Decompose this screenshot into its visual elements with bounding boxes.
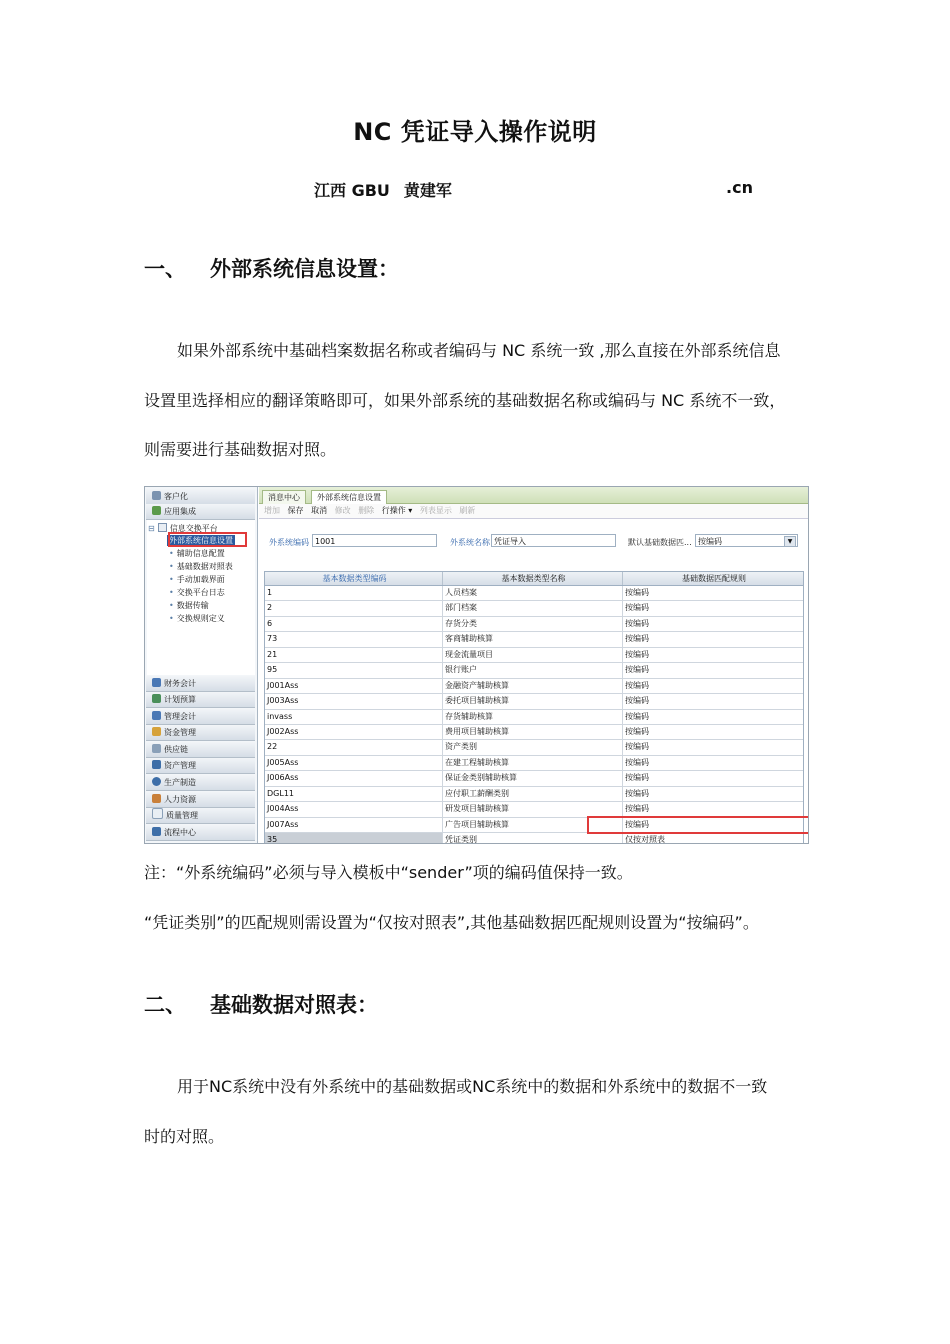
table-row[interactable] [265, 601, 803, 616]
finance-icon [152, 678, 161, 687]
cancel-button[interactable]: 取消 [311, 506, 328, 515]
cell-name[interactable]: 客商辅助核算 [443, 632, 623, 646]
note-line1: 注：“外系统编码”必须与导入模板中“sender”项的编码值保持一致。 [144, 863, 633, 882]
table-row[interactable] [265, 679, 803, 694]
cell-code[interactable]: 95 [265, 663, 443, 677]
collapse-icon: ⊟ [148, 524, 155, 533]
cell-name[interactable]: 应付职工薪酬类别 [443, 787, 623, 801]
cell-rule[interactable]: 按编码 [625, 819, 649, 829]
sidebar-item-mgmt-accounting[interactable]: 管理会计 [146, 709, 255, 725]
default-rule-select[interactable]: 按编码 ▼ [695, 534, 798, 547]
nav-tree [147, 520, 255, 675]
cell-rule[interactable]: 按编码 [625, 773, 649, 783]
table-row[interactable] [265, 663, 803, 678]
tree-root[interactable]: ⊟ 信息交换平台 [148, 524, 218, 533]
table-row[interactable] [265, 756, 803, 771]
cell-rule[interactable]: 按编码 [625, 788, 649, 798]
sidebar-item-process[interactable]: 流程中心 [146, 825, 255, 841]
cell-rule[interactable]: 按编码 [625, 634, 649, 644]
manufacturing-icon [152, 777, 161, 786]
cell-rule[interactable]: 仅按对照表 [623, 833, 803, 844]
author-org: 江西 GBU [314, 181, 390, 200]
cell-code[interactable]: J002Ass [265, 725, 443, 739]
table-row[interactable] [265, 586, 803, 601]
refresh-button[interactable]: 刷新 [459, 506, 476, 515]
col-header-rule[interactable]: 基础数据匹配规则 [682, 574, 746, 583]
cell-rule[interactable]: 按编码 [625, 649, 649, 659]
quality-icon [152, 808, 163, 819]
edit-button[interactable]: 修改 [334, 506, 351, 515]
cell-code[interactable]: 6 [265, 617, 443, 631]
table-row[interactable] [265, 787, 803, 802]
sidebar-item-budget[interactable]: 计划预算 [146, 692, 255, 708]
cell-rule[interactable]: 按编码 [625, 726, 649, 736]
supply-chain-icon [152, 744, 161, 753]
cell-code[interactable]: invass [265, 710, 443, 724]
tree-item-exchange-log[interactable]: • 交换平台日志 [169, 588, 225, 597]
tree-item-manual-load[interactable]: • 手动加载界面 [169, 575, 225, 584]
sidebar [145, 487, 258, 843]
tree-item-aux-config[interactable]: • 辅助信息配置 [169, 549, 225, 558]
sidebar-item-customize[interactable]: 客户化 [146, 489, 255, 505]
cell-name[interactable]: 凭证类别 [443, 833, 623, 844]
section1-heading: 外部系统信息设置： [210, 257, 399, 281]
sidebar-item-hr[interactable]: 人力资源 [146, 792, 255, 808]
section2-para-line2: 时的对照。 [144, 1127, 225, 1146]
tab-message-center[interactable]: 消息中心 [262, 490, 306, 504]
author-name: 黄建军 [403, 181, 452, 200]
table-row[interactable] [265, 710, 803, 725]
ext-code-label: 外系统编码 [269, 538, 309, 547]
table-row[interactable] [265, 694, 803, 709]
cell-code[interactable]: 22 [265, 740, 443, 754]
grid-body [265, 586, 803, 844]
cell-code[interactable]: 2 [265, 601, 443, 615]
col-header-code[interactable]: 基本数据类型编码 [265, 572, 443, 585]
main-panel [259, 487, 808, 843]
ext-code-input[interactable]: 1001 [312, 534, 437, 547]
sidebar-item-assets[interactable]: 资产管理 [146, 758, 255, 774]
sidebar-item-finance[interactable]: 财务会计 [146, 676, 255, 692]
budget-icon [152, 694, 161, 703]
table-row[interactable] [265, 632, 803, 647]
cell-rule[interactable]: 按编码 [625, 711, 649, 721]
assets-icon [152, 760, 161, 769]
bullet-icon: • [169, 614, 174, 623]
cell-rule[interactable]: 按编码 [625, 757, 649, 767]
save-button[interactable]: 保存 [287, 506, 304, 515]
cell-name[interactable]: 人员档案 [443, 586, 623, 600]
cell-name[interactable]: 部门档案 [443, 601, 623, 615]
tree-item-data-transfer[interactable]: • 数据传输 [169, 601, 209, 610]
table-row[interactable] [265, 648, 803, 663]
treasury-icon [152, 727, 161, 736]
cell-code[interactable]: J004Ass [265, 802, 443, 816]
cell-rule[interactable]: 按编码 [625, 603, 649, 613]
nc-screenshot [144, 486, 809, 844]
section2-heading: 基础数据对照表： [210, 993, 378, 1017]
tab-bar [259, 487, 808, 504]
section1-para-line1: 如果外部系统中基础档案数据名称或者编码与 NC 系统一致 ,那么直接在外部系统信息 [177, 341, 781, 360]
bullet-icon: • [169, 575, 174, 584]
cell-rule[interactable]: 按编码 [625, 588, 649, 597]
ext-name-label: 外系统名称 [450, 538, 490, 547]
section1-para-line2: 设置里选择相应的翻译策略即可，如果外部系统的基础数据名称或编码与 NC 系统不一致， [144, 391, 786, 410]
cell-rule[interactable]: 按编码 [625, 742, 649, 752]
cell-name[interactable]: 现金流量项目 [443, 648, 623, 662]
section2-number: 二、 [144, 993, 186, 1017]
cell-rule[interactable]: 按编码 [625, 680, 649, 690]
sidebar-item-quality[interactable]: 质量管理 [146, 808, 255, 824]
cell-code[interactable]: 21 [265, 648, 443, 662]
hr-icon [152, 794, 161, 803]
add-button[interactable]: 增加 [264, 506, 280, 515]
grid-icon [152, 491, 161, 500]
list-view-button[interactable]: 列表显示 [419, 506, 452, 515]
table-row[interactable] [265, 617, 803, 632]
table-row[interactable] [265, 771, 803, 786]
cell-name[interactable]: 银行账户 [443, 663, 623, 677]
cell-code[interactable]: 35 [265, 833, 443, 844]
sidebar-item-manufacturing[interactable]: 生产制造 [146, 775, 255, 791]
cell-name[interactable]: 费用项目辅助核算 [443, 725, 623, 739]
cell-name[interactable]: 在建工程辅助核算 [443, 756, 623, 770]
cell-code[interactable]: J006Ass [265, 771, 443, 785]
integration-icon [152, 506, 161, 515]
toolbar [259, 504, 808, 519]
mgmt-accounting-icon [152, 711, 161, 720]
highlight-box-tree [168, 532, 247, 547]
cell-code[interactable]: J005Ass [265, 756, 443, 770]
cell-name[interactable]: 研发项目辅助核算 [443, 802, 623, 816]
sidebar-item-supply-chain[interactable]: 供应链 [146, 742, 255, 758]
table-row[interactable] [265, 725, 803, 740]
bullet-icon: • [169, 549, 174, 558]
cell-rule[interactable]: 按编码 [625, 665, 649, 675]
cell-code[interactable]: 1 [265, 586, 443, 600]
col-header-name[interactable]: 基本数据类型名称 [443, 572, 623, 585]
cell-code[interactable]: J007Ass [265, 818, 443, 832]
cell-code[interactable]: 73 [265, 632, 443, 646]
cell-name[interactable]: 金融资产辅助核算 [443, 679, 623, 693]
cell-rule[interactable]: 按编码 [625, 618, 649, 628]
bullet-icon: • [169, 588, 174, 597]
cell-name[interactable]: 保证金类别辅助核算 [443, 771, 623, 785]
tree-item-base-data-map[interactable]: • 基础数据对照表 [169, 562, 233, 571]
chevron-down-icon[interactable]: ▼ [784, 536, 796, 547]
tree-item-ext-system-settings[interactable]: 外部系统信息设置 [169, 536, 233, 545]
cell-code[interactable]: DGL11 [265, 787, 443, 801]
delete-button[interactable]: 删除 [358, 506, 375, 515]
cell-name[interactable]: 广告项目辅助核算 [443, 818, 623, 832]
author-domain: .cn [726, 178, 753, 197]
highlight-box-row [587, 816, 809, 834]
sidebar-item-treasury[interactable]: 资金管理 [146, 725, 255, 741]
sidebar-item-integration[interactable]: 应用集成 [146, 504, 255, 520]
ext-name-input[interactable]: 凭证导入 [491, 534, 616, 547]
process-icon [152, 827, 161, 836]
cell-name[interactable]: 资产类别 [443, 740, 623, 754]
section1-number: 一、 [144, 257, 186, 281]
bullet-icon: • [169, 601, 174, 610]
row-ops-button[interactable]: 行操作 ▾ [381, 506, 413, 515]
grid-header [265, 572, 803, 586]
cell-name[interactable]: 委托项目辅助核算 [443, 694, 623, 708]
cell-rule[interactable]: 按编码 [625, 804, 649, 814]
table-row[interactable] [265, 740, 803, 755]
tab-ext-system-settings[interactable]: 外部系统信息设置 [311, 490, 387, 504]
cell-rule[interactable]: 按编码 [625, 696, 649, 706]
tree-item-exchange-rules[interactable]: • 交换规则定义 [169, 614, 225, 623]
bullet-icon: • [169, 562, 174, 571]
cell-code[interactable]: J001Ass [265, 679, 443, 693]
author-line [314, 178, 466, 201]
cell-name[interactable]: 存货分类 [443, 617, 623, 631]
document-title: NC 凭证导入操作说明 [353, 118, 597, 146]
cell-name[interactable]: 存货辅助核算 [443, 710, 623, 724]
note-line2: “凭证类别”的匹配规则需设置为“仅按对照表”,其他基础数据匹配规则设置为“按编码”。 [144, 913, 759, 932]
default-rule-label: 默认基础数据匹... [628, 538, 692, 547]
folder-icon [158, 523, 167, 532]
table-row[interactable] [265, 833, 803, 844]
cell-code[interactable]: J003Ass [265, 694, 443, 708]
section2-para-line1: 用于NC系统中没有外系统中的基础数据或NC系统中的数据和外系统中的数据不一致 [177, 1077, 768, 1096]
mapping-grid [264, 571, 804, 844]
section1-para-line3: 则需要进行基础数据对照。 [144, 440, 337, 459]
